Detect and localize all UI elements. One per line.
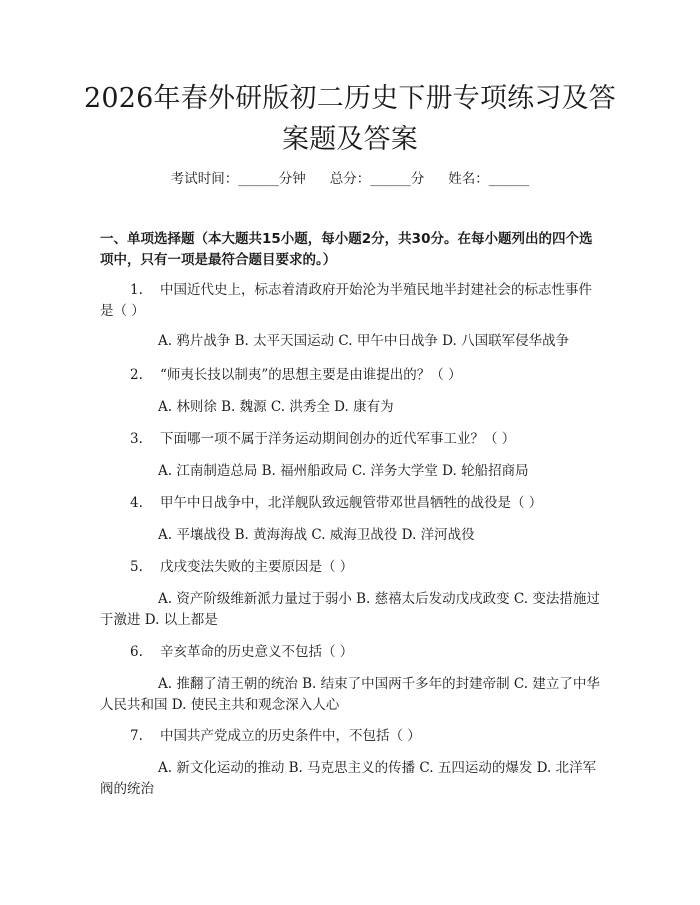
question-stem (100, 429, 600, 450)
question-number: 1. (130, 282, 143, 298)
question-text: 中国共产党成立的历史条件中，不包括（ ） (160, 728, 421, 744)
question-stem (100, 280, 600, 322)
question-stem (100, 493, 600, 514)
question-options: A. 鸦片战争 B. 太平天国运动 C. 甲午中日战争 D. 八国联军侵华战争 (158, 333, 570, 349)
question-options: A. 新文化运动的推动 B. 马克思主义的传播 C. 五四运动的爆发 D. 北洋军阀的统治 (100, 760, 597, 797)
question-options: A. 林则徐 B. 魏源 C. 洪秀全 D. 康有为 (158, 399, 394, 415)
page-title: 2026年春外研版初二历史下册专项练习及答案题及答案 (84, 83, 616, 155)
question-stem (100, 557, 600, 578)
exam-time-label: 考试时间：______分钟 (170, 171, 306, 187)
question-text: 甲午中日战争中，北洋舰队致远舰管带邓世昌牺牲的战役是（ ） (160, 495, 543, 511)
question-text: 辛亥革命的历史意义不包括（ ） (160, 644, 354, 660)
section-heading: 一、单项选择题（本大题共15小题，每小题2分，共30分。在每小题列出的四个选项中，只有一项是最符合题目要求的。） (100, 231, 593, 268)
exam-meta (0, 169, 700, 189)
question-number: 3. (130, 431, 143, 447)
question-options: A. 江南制造总局 B. 福州船政局 C. 洋务大学堂 D. 轮船招商局 (158, 463, 529, 479)
question-stem (100, 365, 600, 386)
question-number: 6. (130, 644, 143, 660)
student-name-label: 姓名：______ (448, 171, 530, 187)
question-text: 戊戌变法失败的主要原因是（ ） (160, 559, 354, 575)
question-stem (100, 642, 600, 663)
question-number: 2. (130, 367, 143, 383)
question-options: A. 推翻了清王朝的统治 B. 结束了中国两千多年的封建帝制 C. 建立了中华人民共和国 D. 使民主共和观念深入人心 (100, 676, 600, 713)
question-text: 中国近代史上，标志着清政府开始沦为半殖民地半封建社会的标志性事件是（ ） (100, 282, 592, 319)
question-text: 下面哪一项不属于洋务运动期间创办的近代军事工业？（ ） (160, 431, 516, 447)
question-stem (100, 726, 600, 747)
question-number: 4. (130, 495, 143, 511)
question-number: 7. (130, 728, 143, 744)
question-text: “师夷长技以制夷”的思想主要是由谁提出的？（ ） (160, 367, 462, 383)
question-options: A. 资产阶级维新派力量过于弱小 B. 慈禧太后发动戊戌政变 C. 变法措施过于激进 D. 以上都是 (100, 591, 600, 628)
total-score-label: 总分：______分 (329, 171, 425, 187)
question-number: 5. (130, 559, 143, 575)
question-options: A. 平壤战役 B. 黄海海战 C. 威海卫战役 D. 洋河战役 (158, 527, 475, 543)
